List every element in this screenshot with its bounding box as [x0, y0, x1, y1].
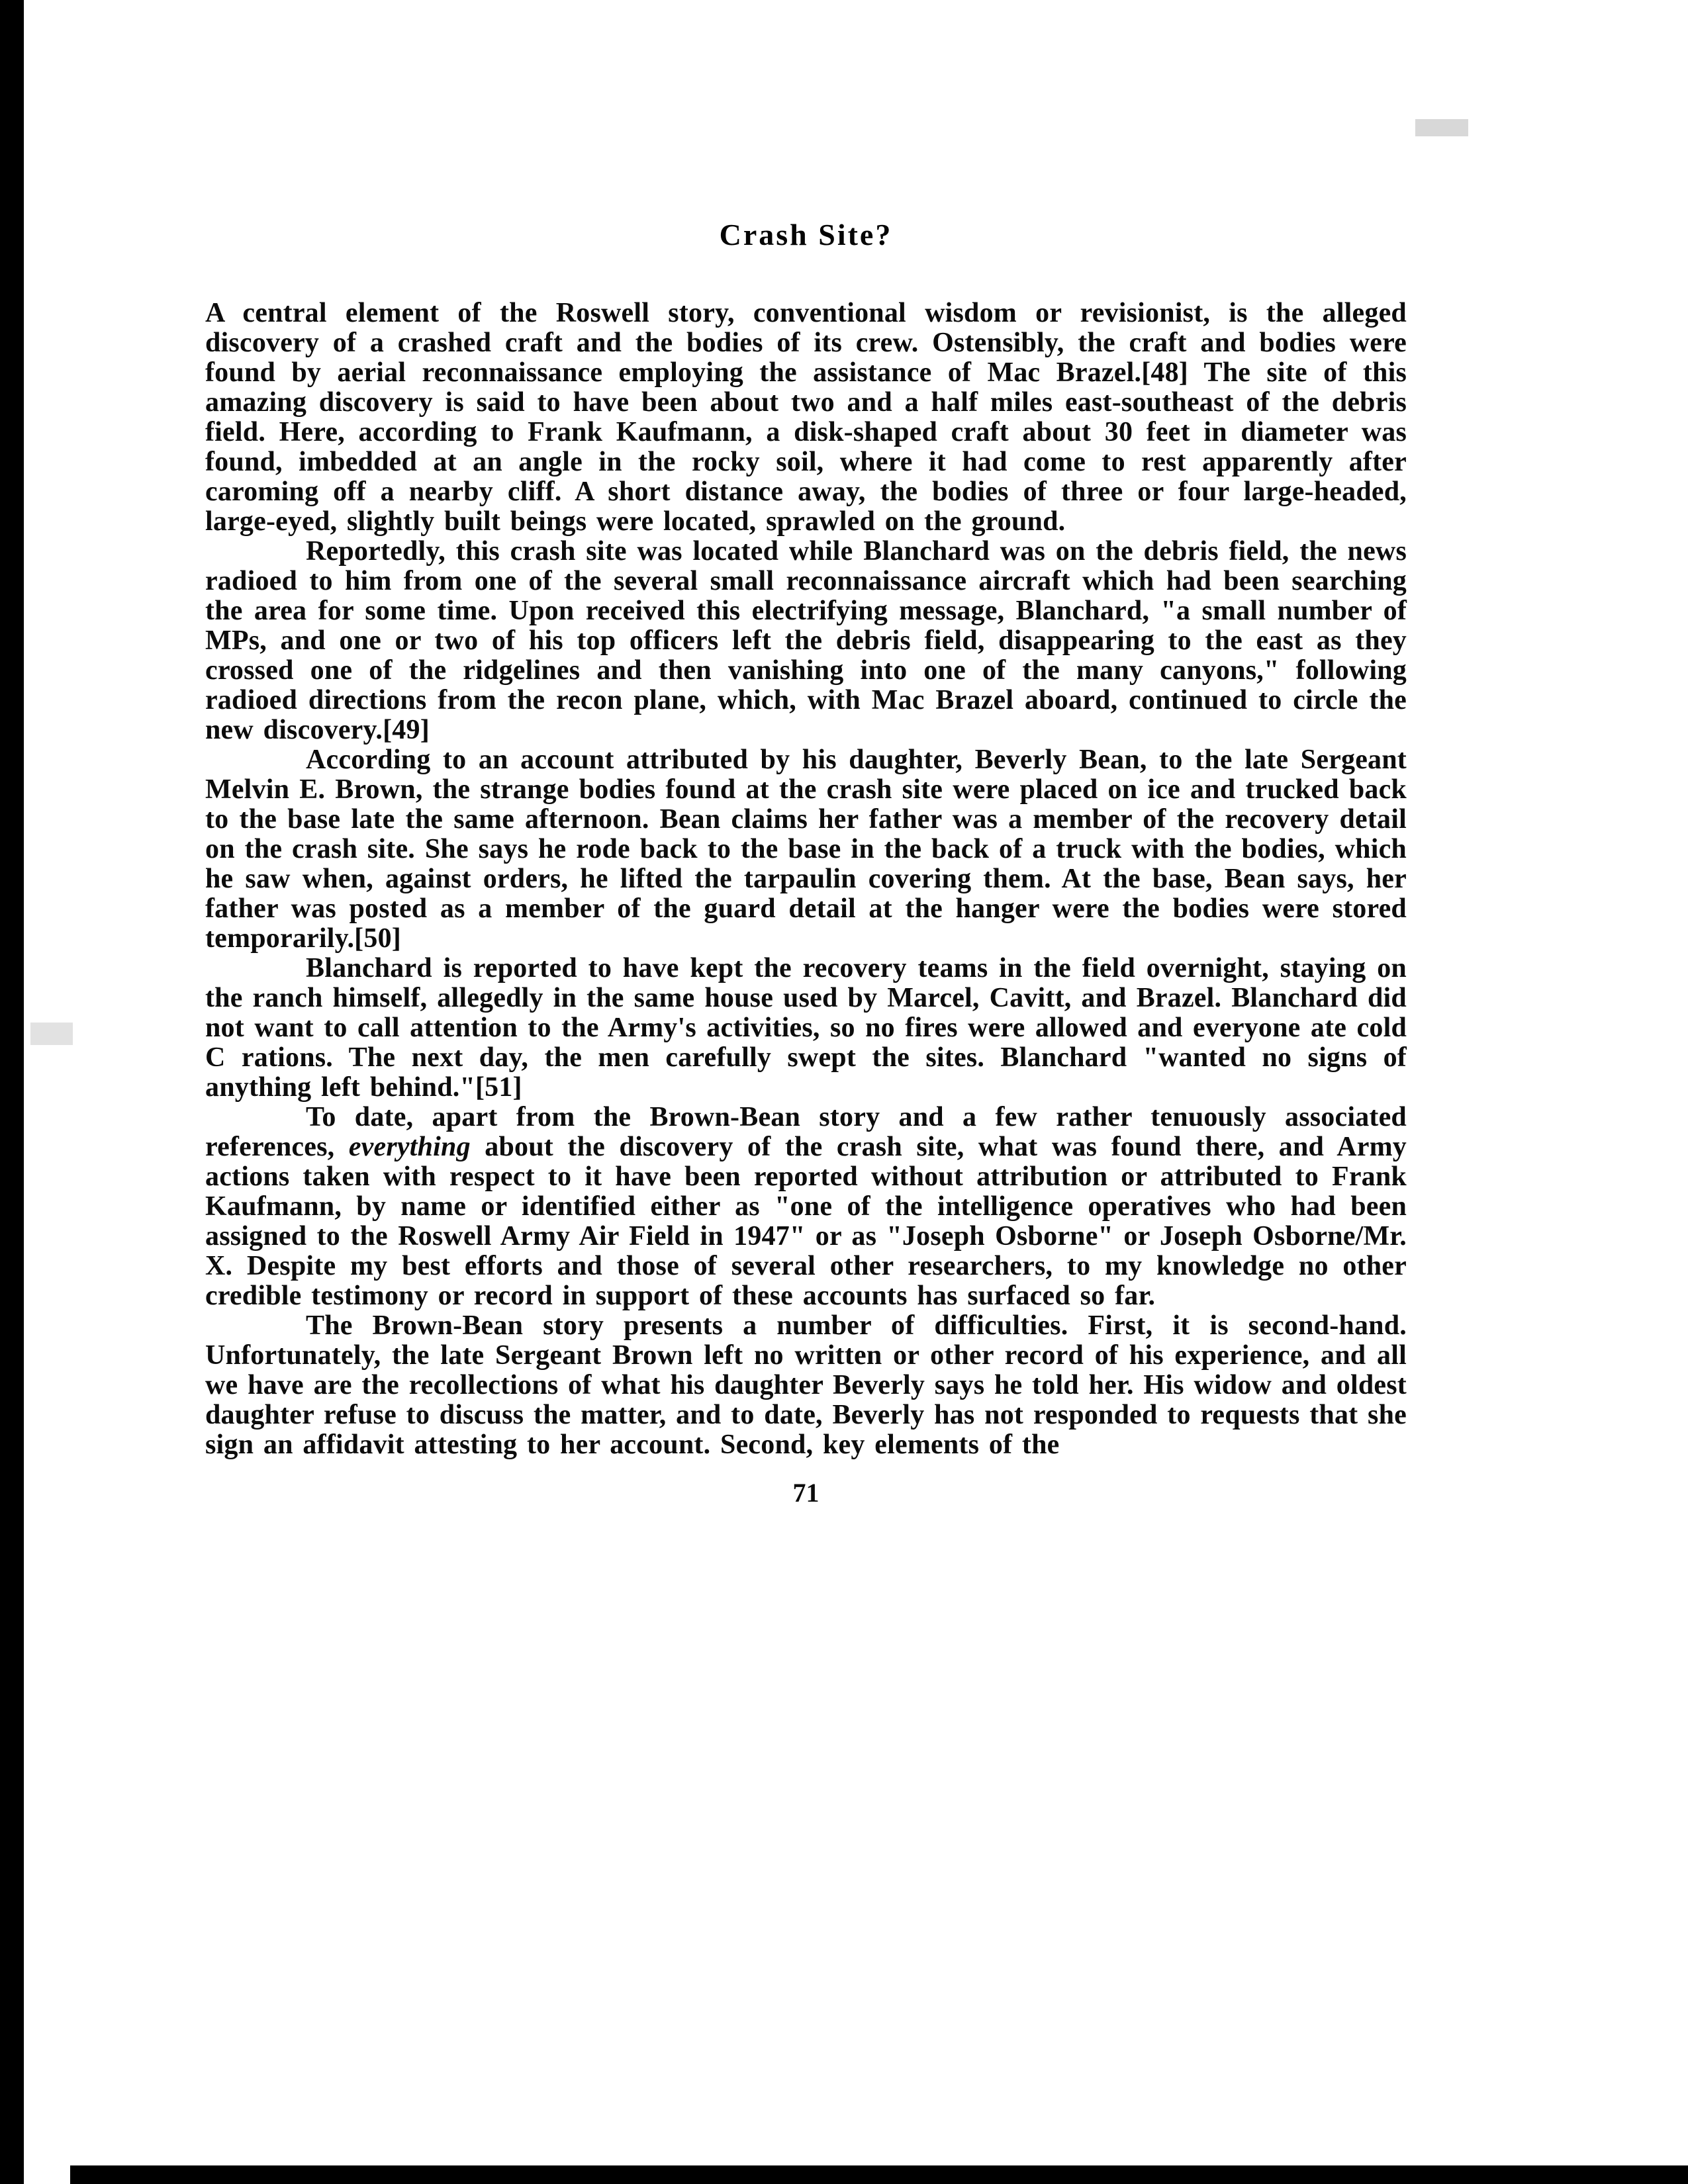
- paragraph: [205, 298, 1407, 537]
- body-text-run: To date, apart from the Brown-Bean story and a few rather tenuously associated references,: [205, 1102, 1407, 1162]
- body-text-run: about the discovery of the crash site, what was found there, and Army actions taken with respect to it have been reported without attribution or attributed to Frank Kaufmann, by name or identified either as "one of the intelligence operatives who had been assigned to the Roswell Army Air Field in 1947" or as "Joseph Osborne" or Joseph Osborne/Mr. X. Despite my best efforts and those of several other researchers, to my knowledge no other credible testimony or record in support of these accounts has surfaced so far.: [205, 1132, 1407, 1311]
- body-text-run: The Brown-Bean story presents a number of difficulties. First, it is second-hand. Unfortunately, the late Sergeant Brown left no written or other record of his experience, and all we have are the recollections of what his daughter Beverly says he told her. His widow and oldest daughter refuse to discuss the matter, and to date, Beverly has not responded to requests that she sign an affidavit attesting to her account. Second, key elements of the: [205, 1310, 1407, 1460]
- emphasized-text: everything: [348, 1132, 471, 1162]
- paragraph: [205, 954, 1407, 1103]
- body-text-run: According to an account attributed by his daughter, Beverly Bean, to the late Sergeant Melvin E. Brown, the strange bodies found at the crash site were placed on ice and trucked back to the base late the same afternoon. Bean claims her father was a member of the recovery detail on the crash site. She says he rode back to the base in the back of a truck with the bodies, which he saw when, against orders, he lifted the tarpaulin covering them. At the base, Bean says, her father was posted as a member of the guard detail at the hanger were the bodies were stored temporarily.[50]: [205, 745, 1407, 954]
- page-title: Crash Site?: [719, 218, 893, 251]
- document-content: [205, 217, 1407, 1508]
- body-text-run: Blanchard is reported to have kept the recovery teams in the field overnight, staying on the ranch himself, allegedly in the same house used by Marcel, Cavitt, and Brazel. Blanchard did not want to call attention to the Army's activities, so no fires were allowed and everyone ate cold C rations. The next day, the men carefully swept the sites. Blanchard "wanted no signs of anything left behind."[51]: [205, 953, 1407, 1103]
- paragraph: [205, 537, 1407, 745]
- page-number: 71: [792, 1478, 820, 1508]
- paragraph: [205, 745, 1407, 954]
- scan-artifact-smudge: [1415, 119, 1468, 136]
- body-text-run: A central element of the Roswell story, conventional wisdom or revisionist, is the alleged discovery of a crashed craft and the bodies of its crew. Ostensibly, the craft and bodies were found by aerial reconnaissance employing the assistance of Mac Brazel.[48] The site of this amazing discovery is said to have been about two and a half miles east-southeast of the debris field. Here, according to Frank Kaufmann, a disk-shaped craft about 30 feet in diameter was found, imbedded at an angle in the rocky soil, where it had come to rest apparently after caroming off a nearby cliff. A short distance away, the bodies of three or four large-headed, large-eyed, slightly built beings were located, sprawled on the ground.: [205, 298, 1407, 537]
- scan-artifact-smudge: [30, 1023, 73, 1045]
- scan-artifact-bottom-bar: [70, 2165, 1688, 2184]
- paragraph: [205, 1311, 1407, 1460]
- body-text-run: Reportedly, this crash site was located while Blanchard was on the debris field, the news radioed to him from one of the several small reconnaissance aircraft which had been searching the area for some time. Upon received this electrifying message, Blanchard, "a small number of MPs, and one or two of his top officers left the debris field, disappearing to the east as they crossed one of the ridgelines and then vanishing into one of the many canyons," following radioed directions from the recon plane, which, with Mac Brazel aboard, continued to circle the new discovery.[49]: [205, 536, 1407, 745]
- document-body: [205, 298, 1407, 1460]
- paragraph: [205, 1103, 1407, 1311]
- scan-artifact-left-bar: [0, 0, 24, 2184]
